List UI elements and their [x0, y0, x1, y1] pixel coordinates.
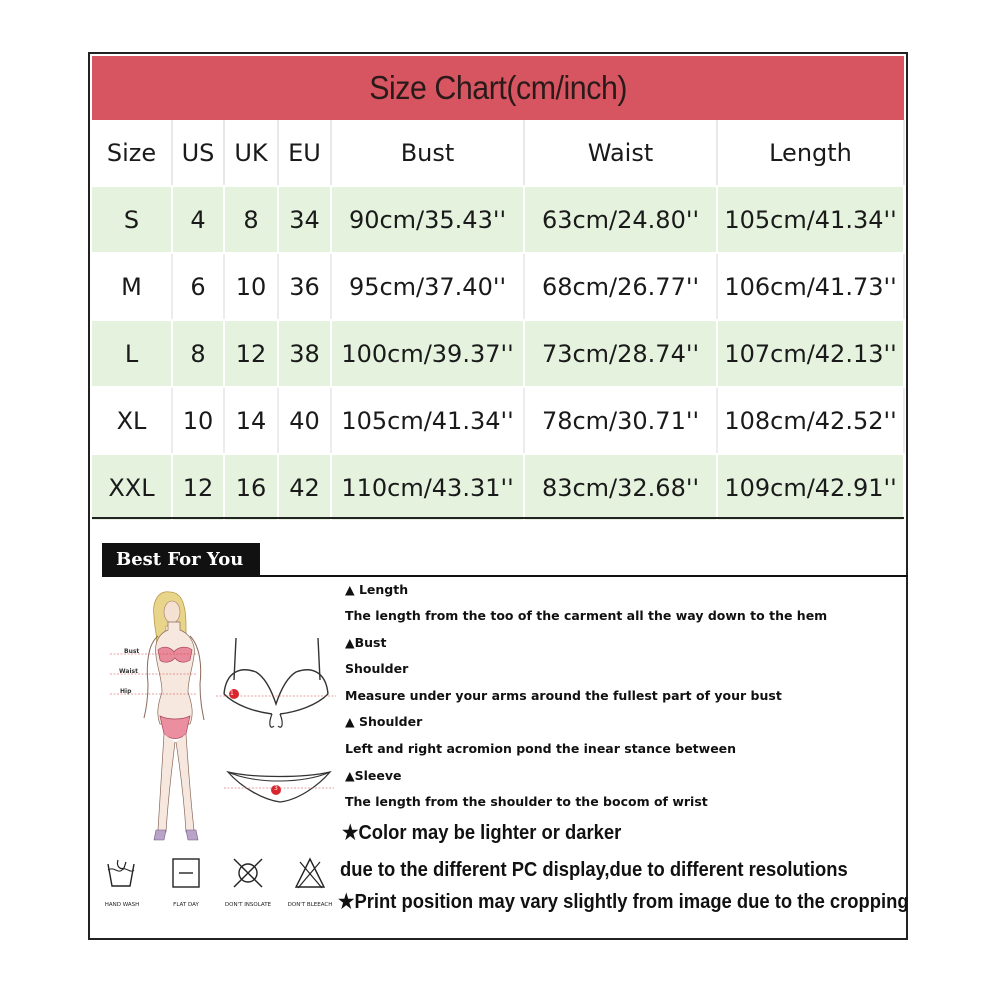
cell-uk: 16	[224, 454, 278, 520]
care-label-flat-dry: FLAT DAY	[173, 902, 199, 908]
cell-uk: 12	[224, 320, 278, 387]
note-sleeve-heading: ▲Sleeve	[345, 768, 402, 783]
dont-bleach-icon	[294, 856, 326, 890]
chart-title: Size Chart(cm/inch)	[369, 69, 627, 106]
cell-waist: 68cm/26.77''	[524, 253, 717, 320]
cell-length: 105cm/41.34''	[717, 186, 904, 253]
cell-bust: 90cm/35.43''	[331, 186, 524, 253]
cell-length: 109cm/42.91''	[717, 454, 904, 520]
woman-figure-illustration	[118, 584, 218, 844]
bottom-marker: 3	[274, 785, 278, 792]
table-row	[92, 320, 904, 387]
cell-length: 106cm/41.73''	[717, 253, 904, 320]
header-us: US	[172, 120, 224, 186]
header-bust: Bust	[331, 120, 524, 186]
cell-waist: 78cm/30.71''	[524, 387, 717, 454]
cell-length: 107cm/42.13''	[717, 320, 904, 387]
figure-label-waist: Waist	[119, 668, 138, 675]
cell-waist: 73cm/28.74''	[524, 320, 717, 387]
care-label-hand-wash: HAND WASH	[104, 902, 140, 908]
cell-bust: 95cm/37.40''	[331, 253, 524, 320]
cell-size: M	[92, 253, 172, 320]
header-uk: UK	[224, 120, 278, 186]
cell-waist: 83cm/32.68''	[524, 454, 717, 520]
title-bar	[92, 56, 904, 120]
cell-us: 6	[172, 253, 224, 320]
table-row	[92, 454, 904, 520]
cell-uk: 8	[224, 186, 278, 253]
cell-eu: 38	[278, 320, 331, 387]
bust-marker: 1	[230, 690, 234, 697]
cell-us: 10	[172, 387, 224, 454]
cell-eu: 40	[278, 387, 331, 454]
hand-wash-icon	[104, 856, 138, 890]
dont-insolate-icon	[231, 856, 265, 890]
header-eu: EU	[278, 120, 331, 186]
flat-dry-icon	[170, 856, 202, 890]
size-table	[92, 120, 905, 520]
cell-eu: 34	[278, 186, 331, 253]
best-for-you-tab	[102, 543, 260, 575]
cell-us: 8	[172, 320, 224, 387]
note-shoulder-heading: ▲ Shoulder	[345, 714, 423, 729]
best-for-you-label: Best For You	[116, 548, 244, 570]
figure-label-bust: Bust	[124, 648, 140, 655]
care-label-dont-insolate: DON'T INSOLATE	[224, 902, 272, 908]
note-bust-text: Measure under your arms around the fullest part of your bust	[345, 688, 782, 703]
size-chart-frame	[88, 52, 908, 940]
note-sleeve-text: The length from the shoulder to the bocom of wrist	[345, 794, 708, 809]
cell-size: XL	[92, 387, 172, 454]
cell-length: 108cm/42.52''	[717, 387, 904, 454]
table-row	[92, 186, 904, 253]
note-length-heading: ▲ Length	[345, 582, 409, 597]
table-header-row	[92, 120, 904, 186]
header-waist: Waist	[524, 120, 717, 186]
notice-display: due to the different PC display,due to different resolutions	[340, 859, 848, 881]
header-size: Size	[92, 120, 172, 186]
cell-eu: 36	[278, 253, 331, 320]
cell-eu: 42	[278, 454, 331, 520]
cell-size: L	[92, 320, 172, 387]
section-divider	[92, 517, 904, 519]
table-row	[92, 387, 904, 454]
bikini-bottom-illustration	[224, 766, 334, 806]
cell-bust: 110cm/43.31''	[331, 454, 524, 520]
cell-size: S	[92, 186, 172, 253]
figure-label-hip: Hip	[120, 688, 132, 695]
note-length-text: The length from the too of the carment all the way down to the hem	[345, 608, 828, 623]
cell-waist: 63cm/24.80''	[524, 186, 717, 253]
bra-outline-illustration	[216, 632, 336, 732]
cell-bust: 100cm/39.37''	[331, 320, 524, 387]
cell-size: XXL	[92, 454, 172, 520]
cell-uk: 10	[224, 253, 278, 320]
table-row	[92, 253, 904, 320]
note-shoulder-text: Left and right acromion pond the inear stance between	[345, 741, 737, 756]
note-bust-heading: ▲Bust	[345, 635, 387, 650]
care-label-dont-bleach: DON'T BLEEACH	[287, 902, 333, 908]
cell-bust: 105cm/41.34''	[331, 387, 524, 454]
notice-color: ★Color may be lighter or darker	[342, 822, 622, 844]
header-length: Length	[717, 120, 904, 186]
cell-us: 4	[172, 186, 224, 253]
notice-print: ★Print position may vary slightly from image due to the cropping	[338, 891, 909, 913]
best-for-you-underline	[102, 575, 908, 577]
cell-us: 12	[172, 454, 224, 520]
note-shoulder-sub: Shoulder	[345, 661, 409, 676]
cell-uk: 14	[224, 387, 278, 454]
